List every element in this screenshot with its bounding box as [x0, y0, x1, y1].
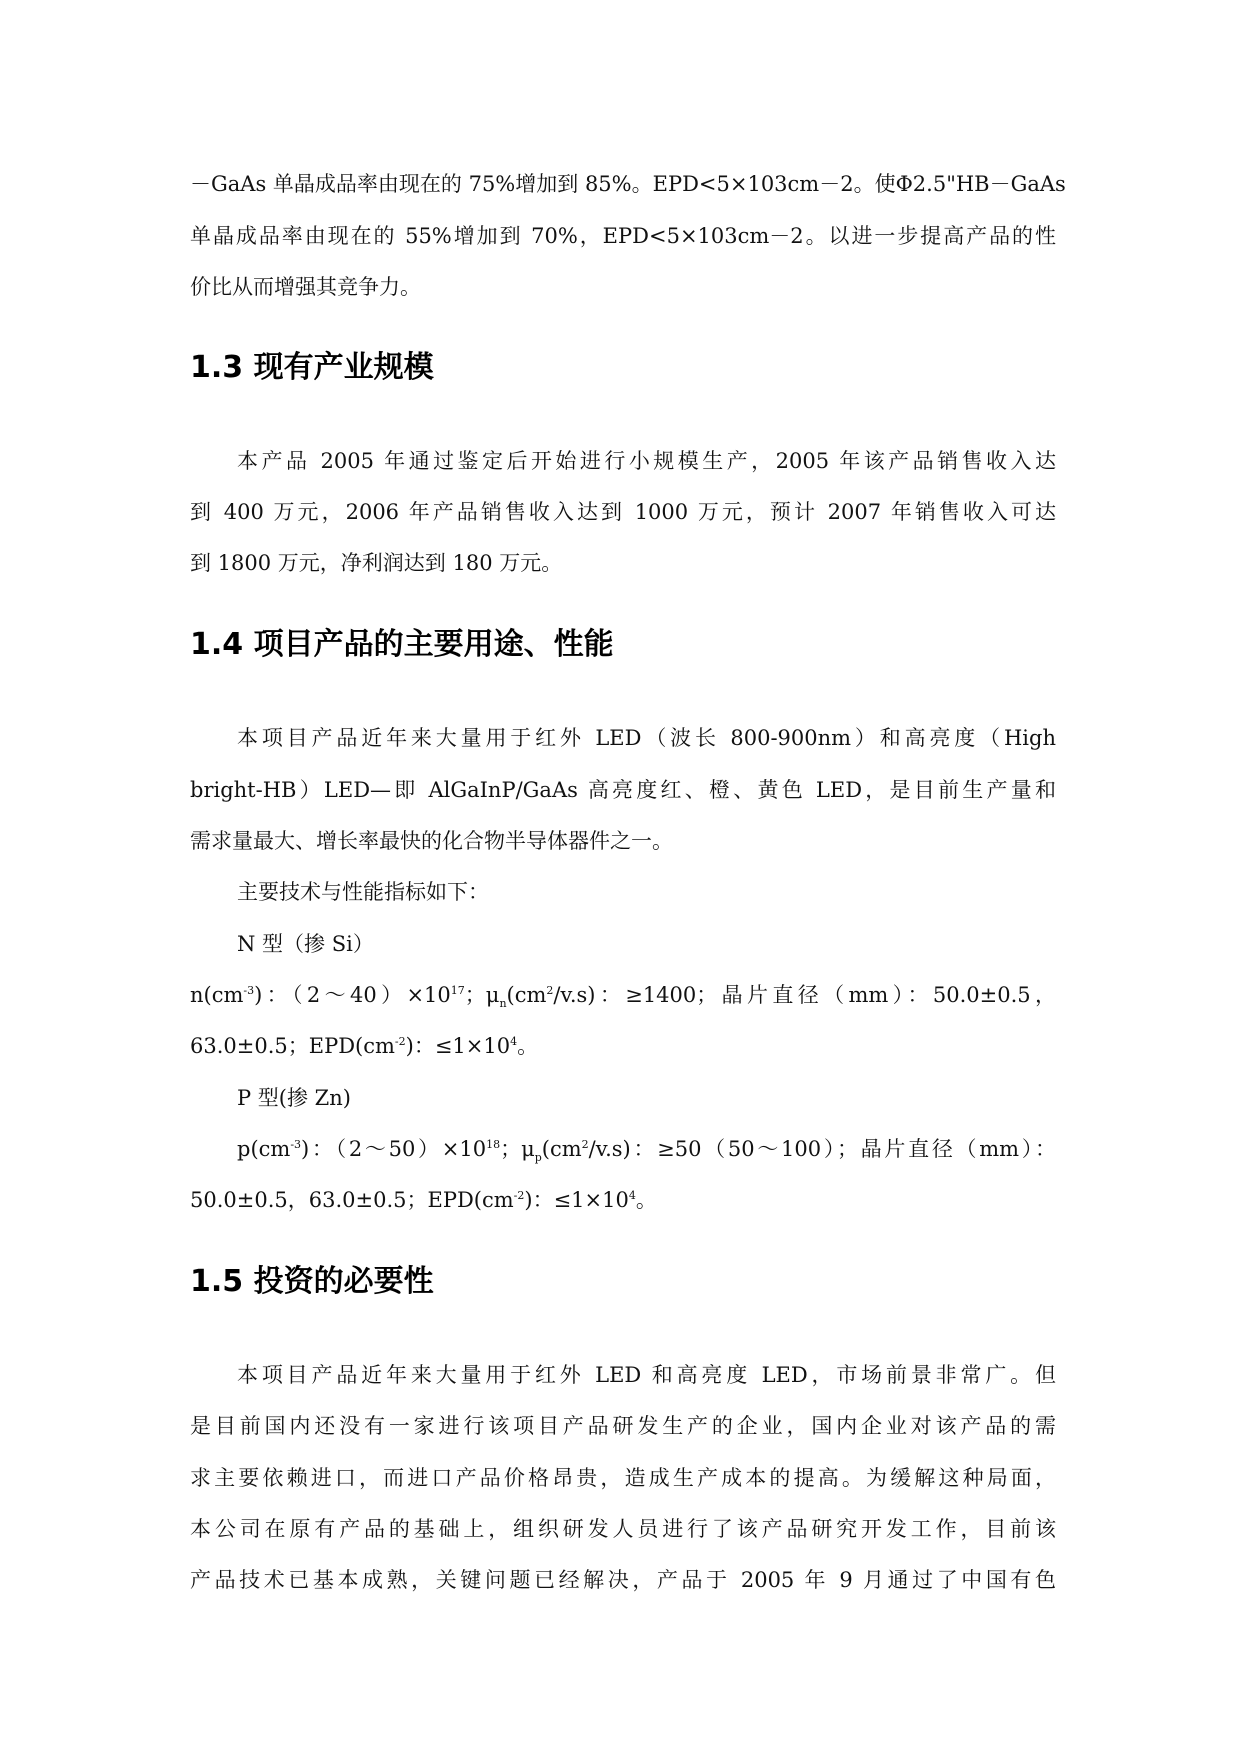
intro-line-1: －GaAs 单晶成品率由现在的 75%增加到 85%。EPD<5×103cm－2。使Φ2.5"HB－GaAs [190, 172, 1066, 196]
s13-line-3: 到 1800 万元，净利润达到 180 万元。 [190, 551, 563, 575]
intro-line-3: 价比从而增强其竞争力。 [190, 275, 421, 299]
n-type-spec-line-2: 63.0±0.5；$EPD(cm^{-2})$：$\le 1\times 10^4$。 [190, 1034, 539, 1058]
n-type-label: N 型（掺 Si） [237, 932, 374, 956]
s13-line-1: 本产品 2005 年通过鉴定后开始进行小规模生产，2005 年该产品销售收入达 [237, 449, 1056, 473]
heading-1-4: 1.4 项目产品的主要用途、性能 [190, 627, 614, 662]
heading-1-5: 1.5 投资的必要性 [190, 1264, 434, 1299]
s14-p1-line-3: 需求量最大、增长率最快的化合物半导体器件之一。 [190, 829, 673, 853]
s15-line-5: 产品技术已基本成熟，关键问题已经解决，产品于 2005 年 9 月通过了中国有色 [190, 1568, 1056, 1592]
p-type-label: P 型(掺 Zn) [237, 1086, 351, 1110]
p-type-spec-line-2: 50.0±0.5，63.0±0.5；$EPD(cm^{-2})$：$\le 1\times 10^4$。 [190, 1188, 657, 1212]
s15-line-1: 本项目产品近年来大量用于红外 LED 和高亮度 LED，市场前景非常广。但 [237, 1363, 1056, 1387]
s14-p1-line-1: 本项目产品近年来大量用于红外 LED（波长 800-900nm）和高亮度（High [237, 726, 1056, 750]
s14-p1-line-2: bright-HB）LED—即 AlGaInP/GaAs 高亮度红、橙、黄色 LED，是目前生产量和 [190, 778, 1056, 802]
intro-line-2: 单晶成品率由现在的 55%增加到 70%，EPD<5×103cm－2。以进一步提高产品的性 [190, 224, 1056, 248]
s15-line-3: 求主要依赖进口，而进口产品价格昂贵，造成生产成本的提高。为缓解这种局面， [190, 1466, 1056, 1490]
s15-line-4: 本公司在原有产品的基础上，组织研发人员进行了该产品研究开发工作，目前该 [190, 1517, 1056, 1541]
s13-line-2: 到 400 万元，2006 年产品销售收入达到 1000 万元，预计 2007 年销售收入可达 [190, 500, 1056, 524]
p-type-spec-line-1: $p(cm^{-3})$：$(2\sim 50)\times 10^{18}$；$\mu_p(cm^2/v.s)$：≥50（50～100）；晶片直径（mm）： [237, 1137, 1056, 1165]
n-type-spec-line-1: $n(cm^{-3})$：$(2\sim 40)\times 10^{17}$；$\mu_n(cm^2/v.s)$：≥1400；晶片直径（mm）：50.0±0.5， [190, 983, 1056, 1011]
heading-1-3: 1.3 现有产业规模 [190, 350, 434, 385]
specs-intro: 主要技术与性能指标如下： [237, 880, 489, 904]
s15-line-2: 是目前国内还没有一家进行该项目产品研发生产的企业，国内企业对该产品的需 [190, 1414, 1056, 1438]
